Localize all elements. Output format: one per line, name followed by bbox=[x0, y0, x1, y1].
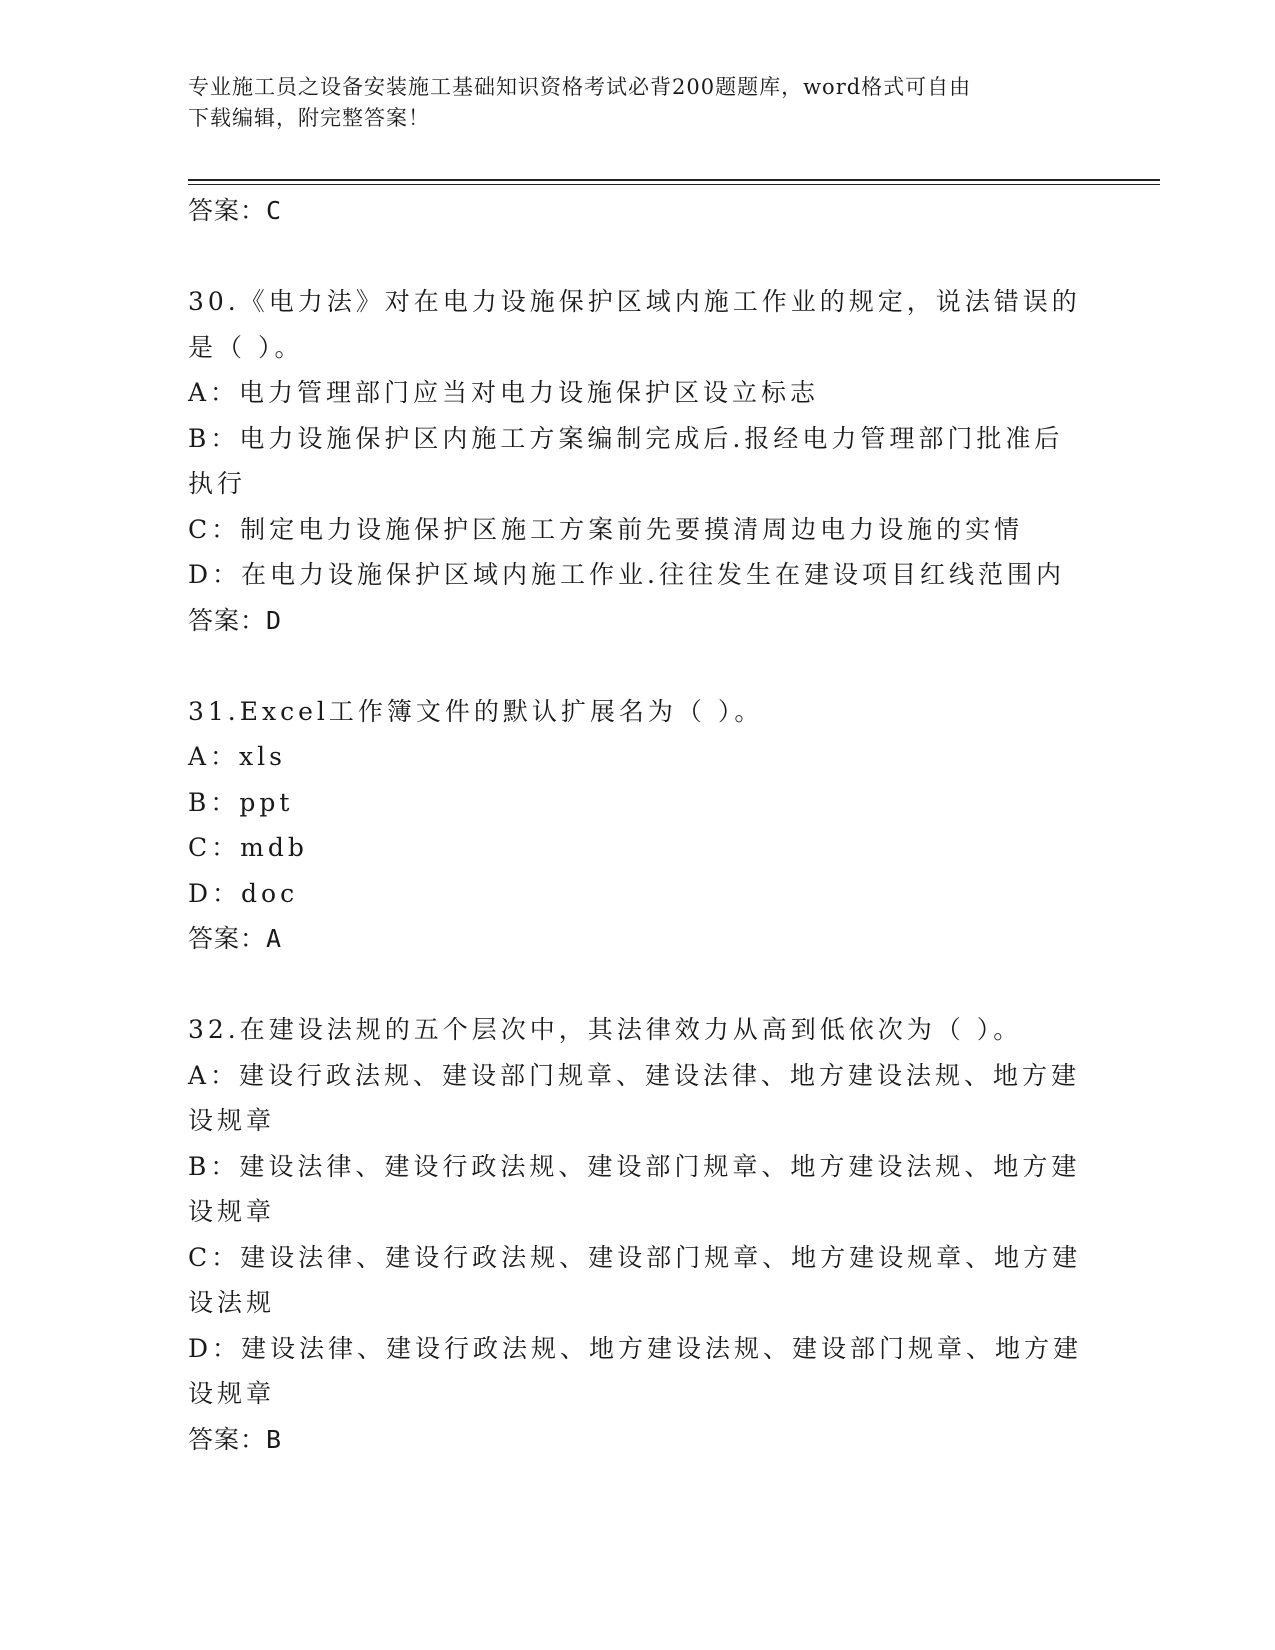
option-b: B：电力设施保护区内施工方案编制完成后.报经电力管理部门批准后 bbox=[188, 423, 1064, 453]
page-header bbox=[188, 72, 1068, 134]
option-b: B：建设法律、建设行政法规、建设部门规章、地方建设法规、地方建 bbox=[188, 1151, 1081, 1181]
header-line-1: 专业施工员之设备安装施工基础知识资格考试必背200题题库，word格式可自由 bbox=[188, 75, 972, 99]
option-c: C：mdb bbox=[188, 833, 308, 862]
option-a: A：电力管理部门应当对电力设施保护区设立标志 bbox=[188, 378, 820, 407]
option-b: B：ppt bbox=[188, 787, 294, 817]
header-rule-thick bbox=[188, 179, 1160, 181]
question-block bbox=[188, 1007, 1088, 1462]
question-stem: 31.Excel工作簿文件的默认扩展名为（ ）。 bbox=[188, 696, 764, 726]
option-c: C：建设法律、建设行政法规、建设部门规章、地方建设规章、地方建 bbox=[188, 1242, 1082, 1272]
question-stem: 32.在建设法规的五个层次中，其法律效力从高到低依次为（ ）。 bbox=[188, 1015, 1023, 1044]
question-block bbox=[188, 689, 1088, 962]
option-d: D：建设法律、建设行政法规、地方建设法规、建设部门规章、地方建 bbox=[188, 1333, 1083, 1363]
answer-line: 答案：C bbox=[188, 196, 283, 225]
option-c-cont: 设法规 bbox=[188, 1288, 276, 1317]
option-b-cont: 执行 bbox=[188, 469, 247, 498]
option-a: A：xls bbox=[188, 742, 286, 771]
question-stem: 是（ ）。 bbox=[188, 332, 304, 362]
option-d-cont: 设规章 bbox=[188, 1379, 276, 1408]
answer-line: 答案：B bbox=[188, 1424, 283, 1454]
answer-line: 答案：D bbox=[188, 605, 283, 635]
option-a-cont: 设规章 bbox=[188, 1106, 276, 1135]
header-line-2: 下载编辑，附完整答案！ bbox=[188, 106, 430, 130]
option-d: D：doc bbox=[188, 878, 299, 908]
header-rule-thin bbox=[188, 184, 1160, 185]
option-c: C：制定电力设施保护区施工方案前先要摸清周边电力设施的实情 bbox=[188, 514, 1024, 544]
question-block bbox=[188, 279, 1088, 643]
option-a: A：建设行政法规、建设部门规章、建设法律、地方建设法规、地方建 bbox=[188, 1060, 1081, 1090]
question-stem: 30.《电力法》对在电力设施保护区域内施工作业的规定，说法错误的 bbox=[188, 287, 1081, 316]
option-d: D：在电力设施保护区域内施工作业.往往发生在建设项目红线范围内 bbox=[188, 560, 1065, 589]
question-list bbox=[188, 188, 1088, 1462]
answer-line: 答案：A bbox=[188, 924, 283, 953]
option-b-cont: 设规章 bbox=[188, 1197, 276, 1226]
